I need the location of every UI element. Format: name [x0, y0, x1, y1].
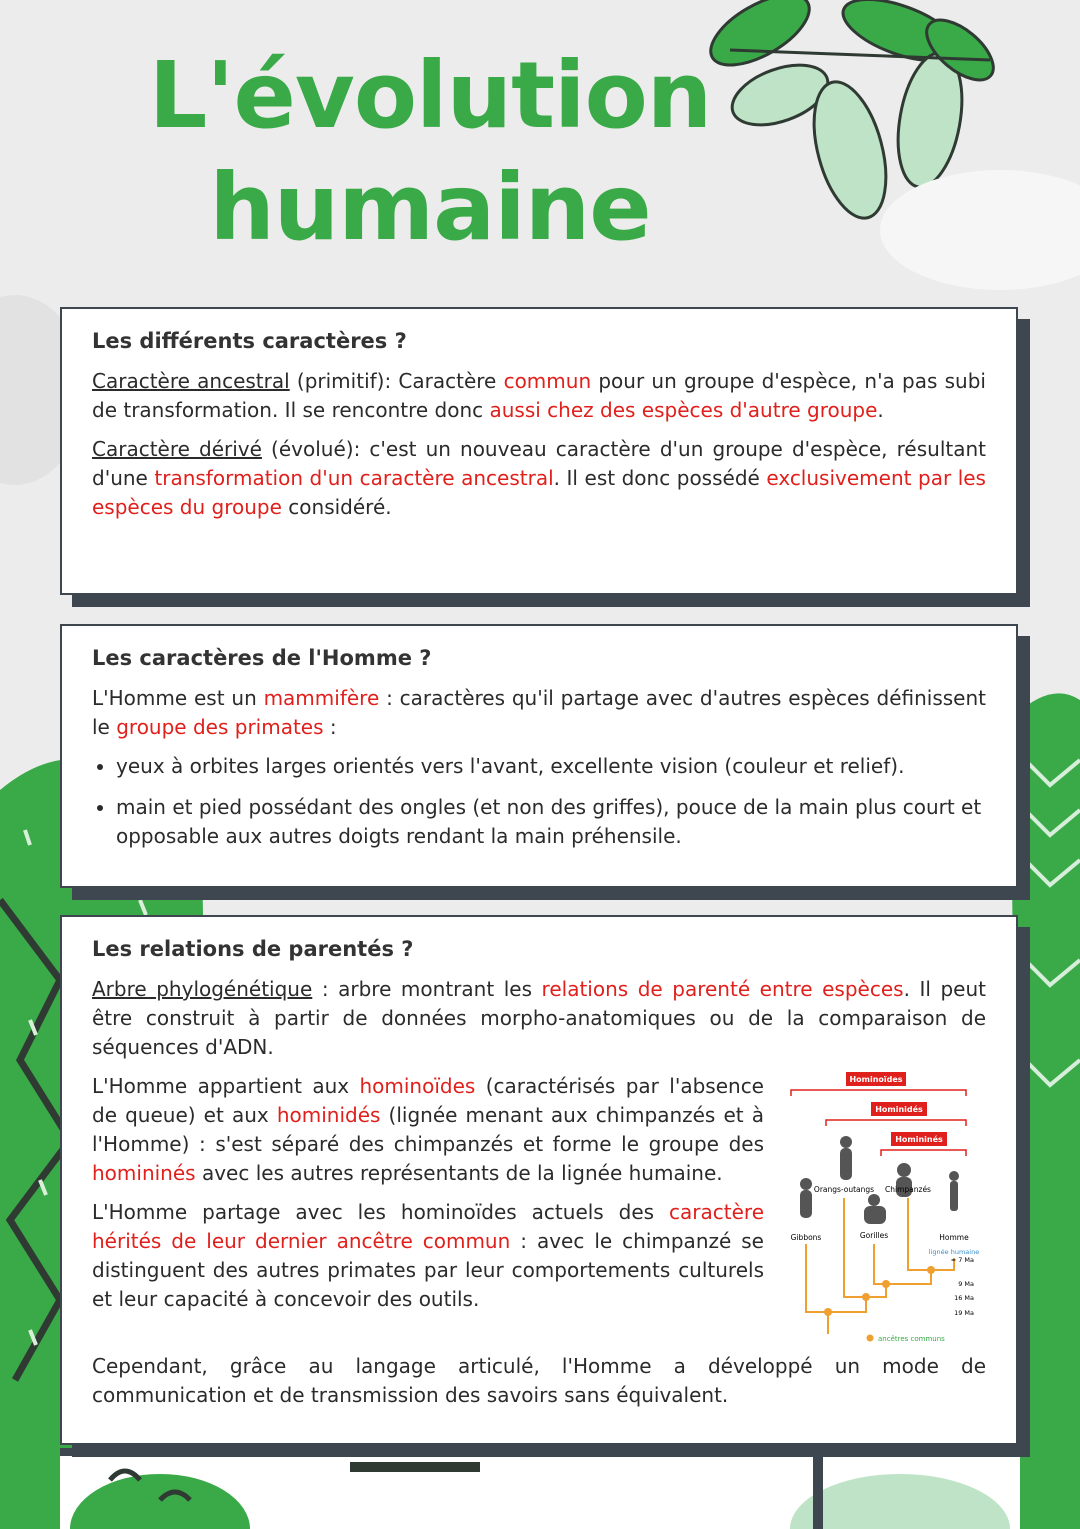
time-9: 9 Ma: [958, 1280, 974, 1288]
card-heading: Les relations de parentés ?: [92, 937, 414, 961]
highlight: exclusivement par les espèces du groupe: [92, 466, 986, 519]
text: .: [877, 398, 884, 422]
text: L'Homme partage avec les hominoïdes actuels des: [92, 1200, 670, 1224]
text: L'Homme est un: [92, 686, 264, 710]
group-label-homininae: Homininés: [895, 1135, 943, 1144]
paragraph-language: Cependant, grâce au langage articulé, l'Homme a développé un mode de communication et de transmission des savoirs sans équivalent.: [92, 1354, 986, 1407]
time-19: 19 Ma: [954, 1309, 974, 1317]
time-16: 16 Ma: [954, 1294, 974, 1302]
text: (lignée menant aux chimpanzés et à l'Homme) : s'est séparé des chimpanzés et forme le groupe des: [92, 1103, 764, 1156]
flow-text: [92, 1072, 764, 1352]
text: : avec le chimpanzé se distinguent des autres primates par leur comportements culturels et leur capacité à concevoir des outils.: [92, 1229, 764, 1311]
taxon-orangutans: Orangs-outangs: [813, 1185, 875, 1194]
paragraph-derived: [92, 435, 986, 522]
primate-traits-list: [92, 752, 986, 851]
taxon-gorillas: Gorilles: [859, 1231, 889, 1240]
highlight: transformation d'un caractère ancestral: [154, 466, 554, 490]
highlight: aussi chez des espèces d'autre groupe: [489, 398, 878, 422]
text: considéré.: [281, 495, 392, 519]
legend-label: ancêtres communs: [878, 1335, 945, 1343]
time-7: ≈ 7 Ma: [950, 1256, 974, 1264]
phylogenetic-tree-figure: [786, 1072, 986, 1352]
card-human-characters: [60, 624, 1018, 888]
phylogenetic-tree-svg: [786, 1072, 986, 1352]
paragraph-phylogenetic-tree: [92, 975, 986, 1062]
term: Caractère ancestral: [92, 369, 290, 393]
highlight: hominidés: [276, 1103, 381, 1127]
legend-node-icon: [867, 1335, 874, 1342]
text: :: [323, 715, 337, 739]
text-and-tree: [92, 1072, 986, 1352]
text: avec les autres représentants de la lignée humaine.: [195, 1161, 723, 1185]
term: Caractère dérivé: [92, 437, 262, 461]
text: L'Homme appartient aux: [92, 1074, 360, 1098]
group-label-hominoids: Hominoïdes: [849, 1075, 903, 1084]
text: . Il est donc possédé: [553, 466, 767, 490]
highlight: hominoïdes: [359, 1074, 476, 1098]
text: : arbre montrant les: [312, 977, 542, 1001]
paragraph-shared-traits: [92, 1198, 764, 1314]
taxon-human: Homme: [939, 1233, 969, 1242]
taxon-chimpanzees: Chimpanzés: [885, 1185, 931, 1194]
card-heading: Les caractères de l'Homme ?: [92, 646, 432, 670]
highlight: caractère hérités de leur dernier ancêtre commun: [92, 1200, 764, 1253]
highlight: mammifère: [263, 686, 380, 710]
paragraph-mammal: [92, 684, 986, 742]
paragraph-hominoids: [92, 1072, 764, 1188]
page-title: [110, 40, 750, 264]
paragraph-ancestral: [92, 367, 986, 425]
card-characters: [60, 307, 1018, 595]
text: (caractérisés par l'absence de queue) et aux: [92, 1074, 764, 1127]
highlight: commun: [503, 369, 592, 393]
human-lineage-label: lignée humaine: [928, 1248, 980, 1256]
card-relationships: [60, 915, 1018, 1445]
card-heading: Les différents caractères ?: [92, 329, 407, 353]
highlight: relations de parenté entre espèces: [541, 977, 904, 1001]
text: : caractères qu'il partage avec d'autres espèces définissent le: [92, 686, 986, 739]
taxon-gibbons: Gibbons: [790, 1233, 822, 1242]
primate-silhouettes: [800, 1136, 959, 1224]
list-item: • main et pied possédant des ongles (et non des griffes), pouce de la main plus court et opposable aux autres doigts rendant la main préhensile.: [116, 793, 986, 851]
group-label-hominids: Hominidés: [875, 1105, 923, 1114]
text: (primitif): Caractère: [289, 369, 504, 393]
title-line-2: humaine: [209, 154, 651, 261]
text: (évolué): c'est un nouveau caractère d'un groupe d'espèce, résultant d'une: [92, 437, 986, 490]
title-line-1: L'évolution: [148, 42, 712, 149]
highlight: groupe des primates: [116, 715, 324, 739]
list-item: • yeux à orbites larges orientés vers l'avant, excellente vision (couleur et relief).: [116, 752, 986, 781]
text: pour un groupe d'espèce, n'a pas subi de transformation. Il se rencontre donc: [92, 369, 986, 422]
ancestor-nodes: [824, 1266, 935, 1316]
text: . Il peut être construit à partir de données morpho-anatomiques ou de la comparaison de séquences d'ADN.: [92, 977, 986, 1059]
term: Arbre phylogénétique: [92, 977, 313, 1001]
highlight: homininés: [92, 1161, 196, 1185]
